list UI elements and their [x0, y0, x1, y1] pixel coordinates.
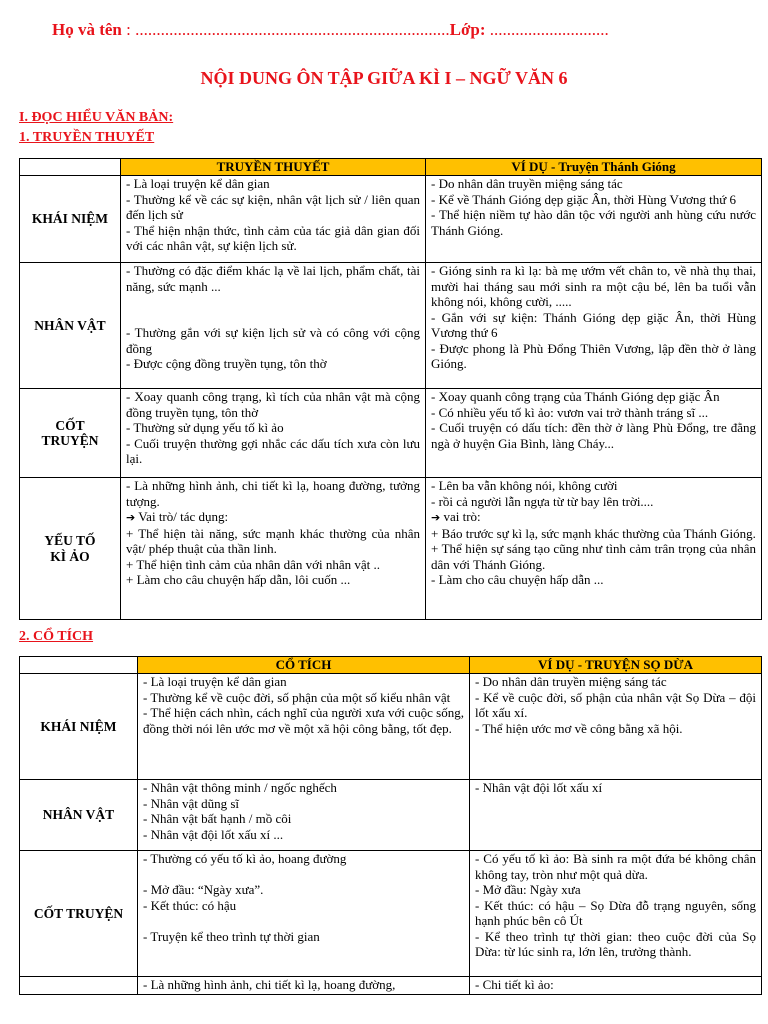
cell-line: - Do nhân dân truyền miệng sáng tác: [475, 674, 667, 689]
table-cell: [426, 263, 762, 389]
cell-line: + Báo trước sự kì lạ, sức mạnh khác thường của Thánh Gióng.: [431, 525, 756, 541]
cell-line: - Nhân vật đội lốt xấu xí ...: [143, 826, 284, 842]
arrow-right-icon: ➔: [126, 511, 136, 524]
row-label: [20, 977, 138, 995]
row-label: NHÂN VẬT: [20, 780, 138, 851]
cell-line: - Thường sử dụng yếu tố kì ảo: [126, 420, 284, 435]
column-header: VÍ DỤ - TRUYỆN SỌ DỪA: [470, 657, 762, 674]
table-cell: [121, 389, 426, 478]
class-blank: ............................: [485, 20, 609, 39]
cell-line: - Xoay quanh công trạng, kì tích của nhân vật mà cộng đồng truyền tụng, tôn thờ: [126, 389, 420, 420]
cell-line: - Xoay quanh công trạng của Thánh Gióng dẹp giặc Ân: [431, 389, 720, 404]
table-header-row: [20, 159, 762, 176]
cell-line: - Kết thúc: có hậu: [143, 897, 237, 913]
name-blank: : ..........................................................................: [121, 20, 450, 39]
table-cell: [470, 851, 762, 977]
cell-line: - Là loại truyện kể dân gian: [143, 674, 287, 689]
table-cell: [121, 478, 426, 620]
table-row: [20, 977, 762, 995]
table-cell: [121, 176, 426, 263]
table-cell: [470, 674, 762, 780]
row-label: NHÂN VẬT: [20, 263, 121, 389]
cell-line: + Làm cho câu chuyện hấp dẫn, lôi cuốn ...: [126, 572, 351, 587]
cell-line: ➔ Vai trò/ tác dụng:: [126, 509, 229, 524]
cell-line: - Lên ba vẫn không nói, không cười: [431, 478, 618, 493]
table-header-row: [20, 657, 762, 674]
row-label: KHÁI NIỆM: [20, 176, 121, 263]
fairy-tale-table: [19, 656, 762, 995]
table-row: [20, 263, 762, 389]
cell-line: + Thể hiện sự sáng tạo cũng như tình cảm trân trọng của nhân dân với Thánh Gióng.: [431, 541, 756, 572]
table-cell: [426, 389, 762, 478]
cell-line: - Thể hiện nhận thức, tình cảm của tác giả dân gian đối với các nhân vật, sự kiện lịch sử.: [126, 222, 420, 253]
cell-line: - Thường gắn với sự kiện lịch sử và có công với cộng đồng: [126, 325, 420, 356]
column-header: VÍ DỤ - Truyện Thánh Gióng: [426, 159, 762, 176]
table-row: [20, 478, 762, 620]
class-label: Lớp:: [449, 20, 486, 39]
table-cell: [138, 977, 470, 995]
table-row: [20, 176, 762, 263]
cell-line: - Thường có đặc điểm khác lạ về lai lịch, phẩm chất, tài năng, sức mạnh ...: [126, 263, 420, 294]
cell-line: - Cuối truyện thường gợi nhắc các dấu tích xưa còn lưu lại.: [126, 435, 420, 466]
subsection-fairy-tale: 2. CỔ TÍCH: [19, 629, 94, 644]
name-label: Họ và tên: [52, 20, 122, 39]
student-info-line: [52, 20, 609, 40]
cell-line: - Kể về cuộc đời, số phận của nhân vật Sọ Dừa – đội lốt xấu xí.: [475, 689, 756, 720]
cell-line: - Là những hình ảnh, chi tiết kì lạ, hoang đường, tưởng tượng.: [126, 478, 420, 509]
cell-line: - Nhân vật thông minh / ngốc nghếch: [143, 780, 337, 795]
cell-line: - Làm cho câu chuyện hấp dẫn ...: [431, 572, 604, 587]
cell-line: - Kết thúc: có hậu – Sọ Dừa đỗ trạng nguyên, sống hạnh phúc bên cô Út: [475, 897, 756, 928]
cell-line: - Thể hiện cách nhìn, cách nghĩ của người xưa với cuộc sống, đồng thời nói lên ước mơ về một xã hội công bằng, tốt đẹp.: [143, 705, 464, 736]
cell-line: - Thường kể về cuộc đời, số phận của một số kiểu nhân vật: [143, 689, 451, 705]
table-cell: [470, 977, 762, 995]
table-cell: [138, 851, 470, 977]
table-row: [20, 389, 762, 478]
cell-line: - Là loại truyện kể dân gian: [126, 176, 270, 191]
table-cell: [121, 263, 426, 389]
document-title: NỘI DUNG ÔN TẬP GIỮA KÌ I – NGỮ VĂN 6: [200, 68, 568, 88]
row-label: KHÁI NIỆM: [20, 674, 138, 780]
table-row: [20, 780, 762, 851]
header-blank-cell: [20, 159, 121, 176]
cell-line: - Kể về Thánh Gióng dẹp giặc Ân, thời Hùng Vương thứ 6: [431, 191, 737, 207]
row-label: [20, 478, 121, 620]
table-row: [20, 674, 762, 780]
cell-line: - Mở đầu: Ngày xưa: [475, 882, 581, 897]
cell-line: + Thể hiện tình cảm của nhân dân với nhân vật ..: [126, 556, 381, 572]
cell-line: - Nhân vật dũng sĩ: [143, 795, 240, 811]
cell-line: - Có yếu tố kì ảo: Bà sinh ra một đứa bé không chân không tay, tròn như một quả dừa.: [475, 851, 756, 882]
table-cell: [138, 674, 470, 780]
header-blank-cell: [20, 657, 138, 674]
cell-line: - Nhân vật bất hạnh / mồ côi: [143, 811, 292, 826]
cell-line: - Kể theo trình tự thời gian: theo cuộc đời của Sọ Dừa: từ lúc sinh ra, lớn lên, trưởng thành.: [475, 928, 756, 959]
cell-line: - Có nhiều yếu tố kì ảo: vươn vai trở thành tráng sĩ ...: [431, 404, 709, 420]
subsection-legend: 1. TRUYỀN THUYẾT: [19, 130, 155, 145]
cell-line: - Gắn với sự kiện: Thánh Gióng dẹp giặc Ân, thời Hùng Vương thứ 6: [431, 309, 756, 340]
cell-line: - Thể hiện ước mơ về công bằng xã hội.: [475, 720, 683, 736]
cell-line: - Cuối truyện có dấu tích: đền thờ ở làng Phù Đổng, tre đằng ngà ở huyện Gia Bình, làng Cháy...: [431, 420, 756, 451]
cell-line: - Chi tiết kì ảo:: [475, 977, 554, 992]
legend-table: [19, 158, 762, 620]
section-heading-reading: I. ĐỌC HIỂU VĂN BẢN:: [19, 110, 174, 125]
row-label-line: KÌ ẢO: [50, 548, 90, 564]
table-cell: [426, 478, 762, 620]
arrow-right-icon: ➔: [431, 511, 441, 524]
table-cell: [470, 780, 762, 851]
cell-line: - Thường có yếu tố kì ảo, hoang đường: [143, 851, 347, 866]
cell-line: - Thể hiện niềm tự hào dân tộc với người anh hùng cứu nước Thánh Gióng.: [431, 207, 756, 238]
cell-line: - Truyện kể theo trình tự thời gian: [143, 928, 320, 944]
cell-line: ➔ vai trò:: [431, 509, 481, 524]
cell-line: - Gióng sinh ra kì lạ: bà mẹ ướm vết chân to, về nhà thụ thai, mười hai tháng sau mới sinh ra một cậu bé, lên ba tuổi vẫn không nói, không cười, .....: [431, 263, 756, 309]
cell-line: - Thường kể về các sự kiện, nhân vật lịch sử / liên quan đến lịch sử: [126, 191, 420, 222]
column-header: TRUYỀN THUYẾT: [121, 159, 426, 176]
cell-line: - rồi cả người lẫn ngựa từ từ bay lên trời....: [431, 493, 654, 509]
cell-line: - Mở đầu: “Ngày xưa”.: [143, 882, 264, 897]
table-cell: [138, 780, 470, 851]
row-label-line: CỐT: [55, 417, 85, 433]
table-row: [20, 851, 762, 977]
table-cell: [426, 176, 762, 263]
cell-line: - Được cộng đồng truyền tụng, tôn thờ: [126, 356, 327, 371]
cell-line: - Là những hình ảnh, chi tiết kì lạ, hoang đường,: [143, 977, 396, 992]
row-label: [20, 389, 121, 478]
row-label: CỐT TRUYỆN: [20, 851, 138, 977]
column-header: CỔ TÍCH: [138, 657, 470, 674]
cell-line: - Được phong là Phù Đổng Thiên Vương, lập đền thờ ở làng Gióng.: [431, 340, 756, 371]
row-label-line: TRUYỆN: [41, 433, 99, 448]
cell-line: - Nhân vật đội lốt xấu xí: [475, 780, 603, 795]
cell-line: - Do nhân dân truyền miệng sáng tác: [431, 176, 623, 191]
row-label-line: YẾU TỐ: [44, 533, 96, 548]
cell-line: + Thể hiện tài năng, sức mạnh khác thường của nhân vật/ phép thuật của thần linh.: [126, 525, 420, 556]
